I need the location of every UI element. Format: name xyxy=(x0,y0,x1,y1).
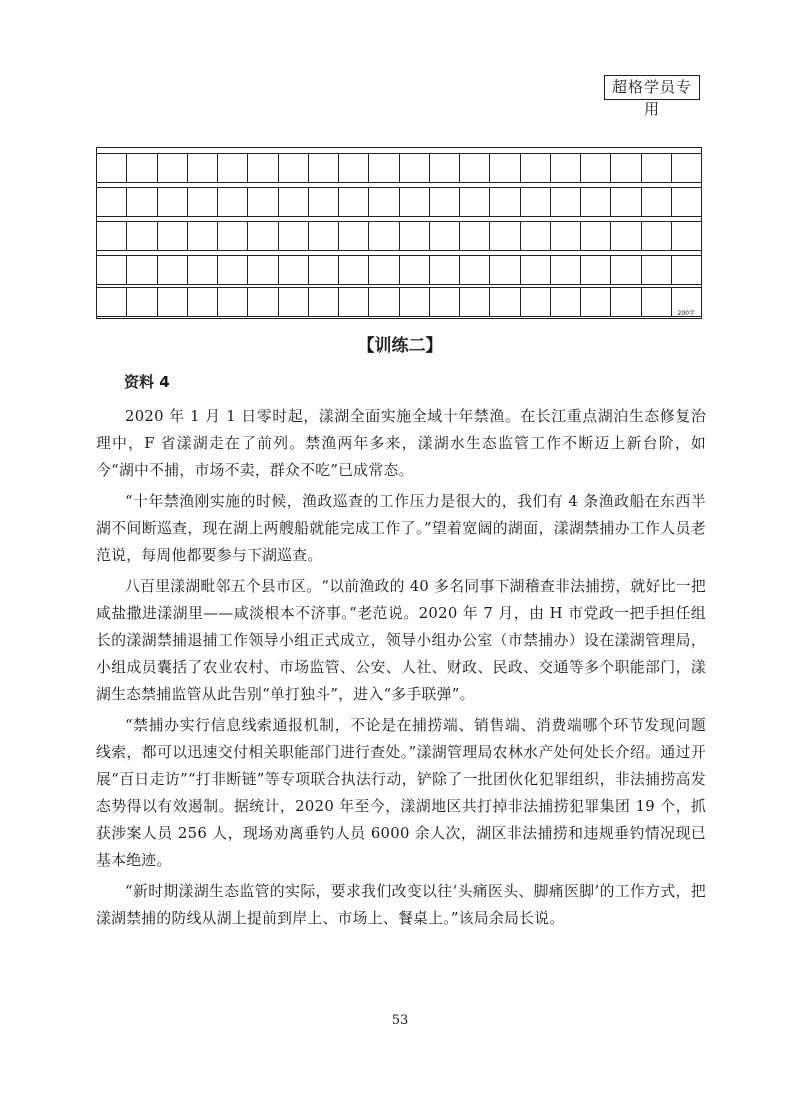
grid-cell[interactable] xyxy=(97,288,127,316)
grid-cell[interactable] xyxy=(309,222,339,250)
grid-cell[interactable] xyxy=(460,154,490,182)
grid-cell[interactable] xyxy=(279,256,309,284)
grid-cell[interactable] xyxy=(430,256,460,284)
grid-cell[interactable] xyxy=(400,154,430,182)
grid-cell[interactable] xyxy=(551,222,581,250)
grid-cell[interactable] xyxy=(218,222,248,250)
grid-cell[interactable] xyxy=(400,288,430,316)
grid-cell[interactable] xyxy=(551,154,581,182)
grid-cell[interactable] xyxy=(642,222,672,250)
grid-cell[interactable] xyxy=(490,288,520,316)
grid-cell[interactable] xyxy=(127,188,157,216)
grid-row xyxy=(97,187,701,217)
grid-cell[interactable] xyxy=(642,188,672,216)
grid-cell[interactable] xyxy=(611,256,641,284)
grid-cell[interactable] xyxy=(611,222,641,250)
grid-cell[interactable] xyxy=(430,222,460,250)
grid-cell[interactable] xyxy=(339,222,369,250)
grid-cell[interactable] xyxy=(672,222,701,250)
grid-cell[interactable] xyxy=(581,154,611,182)
grid-cell[interactable] xyxy=(279,188,309,216)
grid-cell[interactable] xyxy=(581,222,611,250)
grid-cell[interactable] xyxy=(581,288,611,316)
grid-cell[interactable] xyxy=(97,154,127,182)
grid-cell[interactable] xyxy=(581,256,611,284)
grid-cell[interactable] xyxy=(248,154,278,182)
material-text xyxy=(96,403,706,936)
grid-cell[interactable] xyxy=(521,256,551,284)
grid-cell[interactable] xyxy=(460,188,490,216)
grid-cell[interactable] xyxy=(369,188,399,216)
grid-cell[interactable] xyxy=(490,188,520,216)
grid-cell[interactable] xyxy=(248,188,278,216)
grid-cell[interactable] xyxy=(309,188,339,216)
grid-cell[interactable] xyxy=(551,256,581,284)
grid-cell[interactable] xyxy=(127,288,157,316)
grid-cell[interactable] xyxy=(97,222,127,250)
material-label: 资料 4 xyxy=(124,373,170,391)
grid-cell[interactable] xyxy=(490,222,520,250)
grid-cell[interactable] xyxy=(551,288,581,316)
grid-cell[interactable] xyxy=(127,222,157,250)
section-title: 【训练二】 xyxy=(357,336,443,356)
grid-cell[interactable] xyxy=(611,288,641,316)
paragraph: “新时期漾湖生态监管的实际，要求我们改变以往‘头痛医头、脚痛医脚’的工作方式，把漾湖禁捕的防线从湖上提前到岸上、市场上、餐桌上。”该局余局长说。 xyxy=(96,883,706,927)
grid-cell[interactable] xyxy=(430,288,460,316)
grid-cell[interactable] xyxy=(460,222,490,250)
grid-cell[interactable] xyxy=(642,154,672,182)
grid-cell[interactable] xyxy=(248,256,278,284)
grid-cell[interactable] xyxy=(400,188,430,216)
grid-cell[interactable] xyxy=(158,188,188,216)
grid-cell[interactable] xyxy=(611,154,641,182)
grid-cell[interactable] xyxy=(188,154,218,182)
grid-cell[interactable] xyxy=(127,154,157,182)
grid-cell[interactable] xyxy=(369,222,399,250)
grid-cell[interactable] xyxy=(369,154,399,182)
grid-cell[interactable] xyxy=(369,288,399,316)
word-count-label: 200字 xyxy=(677,310,695,317)
grid-cell[interactable] xyxy=(672,154,701,182)
grid-cell[interactable] xyxy=(309,288,339,316)
grid-cell[interactable] xyxy=(460,256,490,284)
grid-cell[interactable] xyxy=(158,154,188,182)
grid-row xyxy=(97,287,701,317)
grid-cell[interactable] xyxy=(218,288,248,316)
grid-cell[interactable] xyxy=(490,154,520,182)
grid-cell[interactable] xyxy=(279,288,309,316)
grid-cell[interactable] xyxy=(460,288,490,316)
grid-cell[interactable] xyxy=(521,188,551,216)
grid-cell[interactable] xyxy=(521,222,551,250)
grid-cell[interactable] xyxy=(400,256,430,284)
grid-cell[interactable] xyxy=(97,256,127,284)
grid-cell[interactable] xyxy=(581,188,611,216)
grid-cell[interactable] xyxy=(158,222,188,250)
grid-cell[interactable] xyxy=(369,256,399,284)
grid-cell[interactable] xyxy=(339,154,369,182)
paragraph: 八百里漾湖毗邻五个县市区。“以前渔政的 40 多名同事下湖稽查非法捕捞，就好比一把咸盐撒进漾湖里——咸淡根本不济事。”老范说。2020 年 7 月，由 H 市党政一把手担任组长的漾湖禁捕退捕工作领导小组正式成立，领导小组办公室（市禁捕办）设在漾湖管理局，小组成员囊括了农业农村、市场监管、公安、人社、财政、民政、交通等多个职能部门，漾湖生态禁捕监管从此告别“单打独斗”，进入“多手联弹”。 xyxy=(96,578,706,703)
grid-cell[interactable] xyxy=(551,188,581,216)
page-number: 53 xyxy=(391,1013,409,1028)
paragraph: “十年禁渔刚实施的时候，渔政巡查的工作压力是很大的，我们有 4 条渔政船在东西半湖不间断巡查，现在湖上两艘船就能完成工作了。”望着宽阔的湖面，漾湖禁捕办工作人员老范说，每周他都要参与下湖巡查。 xyxy=(96,493,706,564)
grid-cell[interactable] xyxy=(430,154,460,182)
grid-cell[interactable] xyxy=(521,154,551,182)
grid-cell[interactable] xyxy=(339,188,369,216)
grid-cell[interactable] xyxy=(218,188,248,216)
grid-cell[interactable] xyxy=(672,256,701,284)
grid-cell[interactable] xyxy=(188,222,218,250)
grid-cell[interactable] xyxy=(188,256,218,284)
grid-cell[interactable] xyxy=(218,256,248,284)
grid-cell[interactable] xyxy=(339,288,369,316)
grid-cell[interactable] xyxy=(248,288,278,316)
student-only-badge: 超格学员专用 xyxy=(604,75,700,100)
grid-row xyxy=(97,153,701,183)
grid-cell[interactable] xyxy=(218,154,248,182)
grid-cell[interactable] xyxy=(248,222,278,250)
grid-cell[interactable] xyxy=(158,256,188,284)
paragraph: 2020 年 1 月 1 日零时起，漾湖全面实施全域十年禁渔。在长江重点湖泊生态修复治理中，F 省漾湖走在了前列。禁渔两年多来，漾湖水生态监管工作不断迈上新台阶，如今“湖中不捕，市场不卖，群众不吃”已成常态。 xyxy=(96,408,706,479)
grid-cell[interactable] xyxy=(521,288,551,316)
grid-cell[interactable] xyxy=(339,256,369,284)
grid-cell[interactable] xyxy=(279,222,309,250)
grid-cell[interactable] xyxy=(642,256,672,284)
grid-cell[interactable] xyxy=(430,188,460,216)
grid-cell[interactable] xyxy=(97,188,127,216)
grid-cell[interactable] xyxy=(279,154,309,182)
grid-cell[interactable] xyxy=(309,154,339,182)
grid-cell[interactable] xyxy=(127,256,157,284)
grid-row xyxy=(97,255,701,285)
grid-cell[interactable] xyxy=(158,288,188,316)
grid-cell[interactable] xyxy=(490,256,520,284)
grid-cell[interactable] xyxy=(611,188,641,216)
grid-cell[interactable] xyxy=(400,222,430,250)
grid-cell[interactable] xyxy=(672,188,701,216)
answer-grid[interactable] xyxy=(96,147,702,319)
grid-cell[interactable] xyxy=(188,288,218,316)
paragraph: “禁捕办实行信息线索通报机制，不论是在捕捞端、销售端、消费端哪个环节发现问题线索，都可以迅速交付相关职能部门进行查处。”漾湖管理局农林水产处何处长介绍。通过开展“百日走访”“打非断链”等专项联合执法行动，铲除了一批团伙化犯罪组织，非法捕捞高发态势得以有效遏制。据统计，2020 年至今，漾湖地区共打掉非法捕捞犯罪集团 19 个，抓获涉案人员 256 人，现场劝离垂钓人员 6000 余人次，湖区非法捕捞和违规垂钓情况现已基本绝迹。 xyxy=(96,717,706,869)
grid-cell[interactable] xyxy=(188,188,218,216)
grid-row xyxy=(97,221,701,251)
grid-cell[interactable] xyxy=(642,288,672,316)
grid-cell[interactable] xyxy=(309,256,339,284)
